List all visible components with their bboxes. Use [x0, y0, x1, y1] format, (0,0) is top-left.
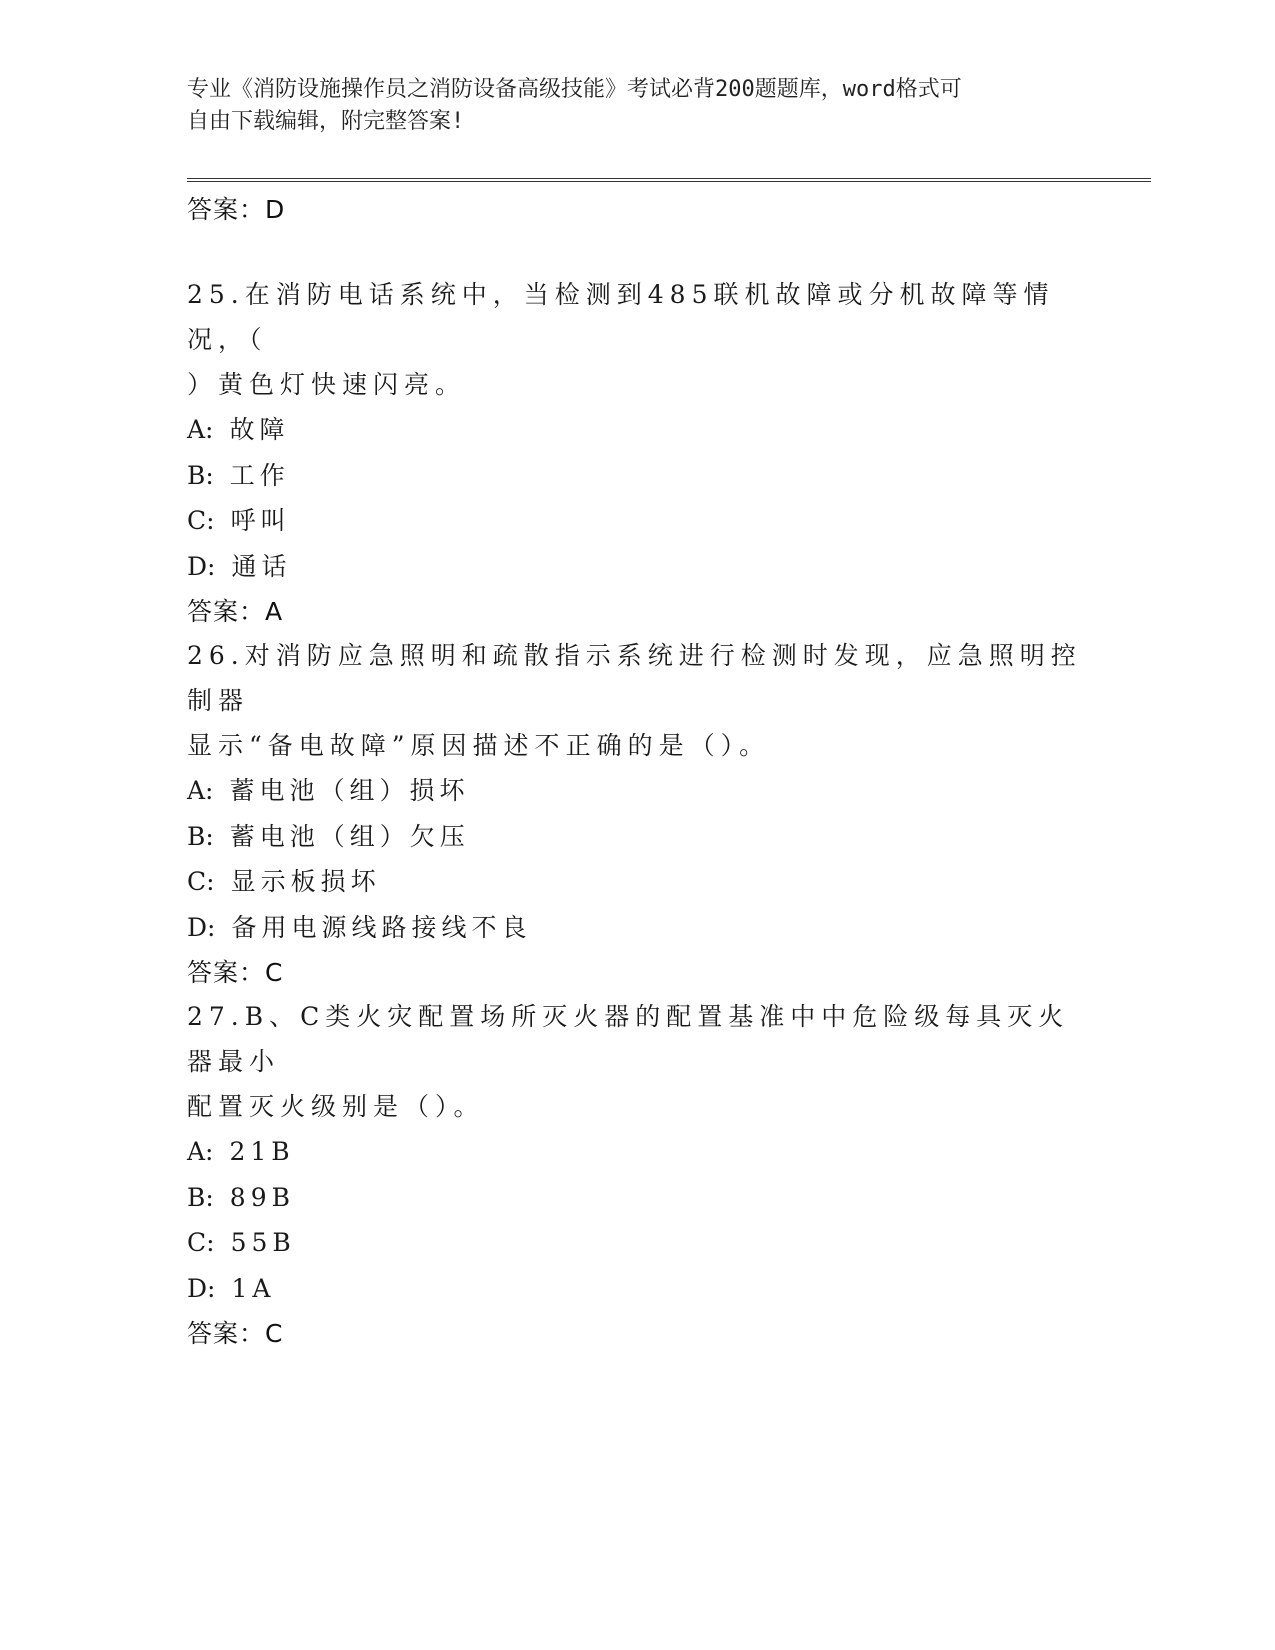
header-line-2: 自由下载编辑，附完整答案! [187, 109, 465, 134]
option-c [187, 1220, 1087, 1266]
option-a [187, 407, 1087, 453]
header-line-1: 专业《消防设施操作员之消防设备高级技能》考试必背200题题库，word格式可 [187, 77, 962, 102]
document-header [187, 74, 1067, 138]
option-label: B: [187, 1182, 214, 1212]
option-text: 工作 [229, 460, 290, 490]
option-b [187, 1175, 1087, 1221]
option-d [187, 544, 1087, 590]
option-label: D: [187, 1273, 216, 1303]
question-25 [187, 272, 1087, 634]
option-label: C: [187, 1228, 215, 1257]
option-label: A: [187, 776, 214, 805]
option-text: 1A [231, 1273, 276, 1303]
question-text-line-2: 显示“备电故障”原因描述不正确的是（）。 [187, 731, 771, 760]
option-text: 55B [230, 1228, 296, 1257]
question-text-line-2: ）黄色灯快速闪亮。 [187, 370, 467, 399]
option-text: 显示板损坏 [230, 867, 381, 896]
option-label: C: [187, 506, 215, 535]
option-label: D: [187, 551, 216, 581]
option-label: A: [187, 415, 214, 444]
option-text: 89B [229, 1182, 295, 1212]
answer: 答案：A [187, 597, 284, 626]
answer: 答案：C [187, 958, 284, 987]
option-c [187, 859, 1087, 905]
option-b [187, 453, 1087, 499]
option-text: 故障 [229, 415, 290, 444]
option-a [187, 1129, 1087, 1175]
option-text: 通话 [231, 551, 292, 581]
option-text: 呼叫 [230, 506, 291, 535]
question-text-line-2: 配置灭火级别是（）。 [187, 1092, 485, 1121]
option-c [187, 498, 1087, 544]
option-label: A: [187, 1137, 214, 1166]
option-d [187, 1266, 1087, 1312]
answer: 答案：C [187, 1319, 284, 1348]
option-d [187, 905, 1087, 951]
option-b [187, 814, 1087, 860]
option-label: B: [187, 460, 214, 490]
option-text: 21B [229, 1137, 295, 1166]
question-text-line-1: 25.在消防电话系统中，当检测到485联机故障或分机故障等情况，（ [187, 280, 1055, 354]
header-divider [187, 178, 1151, 182]
option-label: D: [187, 912, 216, 942]
question-27 [187, 994, 1087, 1356]
option-label: C: [187, 867, 215, 896]
option-text: 蓄电池（组）欠压 [229, 821, 470, 851]
answer-previous: 答案：D [187, 195, 286, 224]
option-text: 蓄电池（组）损坏 [229, 776, 470, 805]
option-label: B: [187, 821, 214, 851]
question-text-line-1: 27.B、C类火灾配置场所灭火器的配置基准中中危险级每具灭火器最小 [187, 1002, 1070, 1076]
question-26 [187, 633, 1087, 995]
option-text: 备用电源线路接线不良 [231, 912, 532, 942]
option-a [187, 768, 1087, 814]
question-text-line-1: 26.对消防应急照明和疏散指示系统进行检测时发现，应急照明控制器 [187, 641, 1082, 715]
